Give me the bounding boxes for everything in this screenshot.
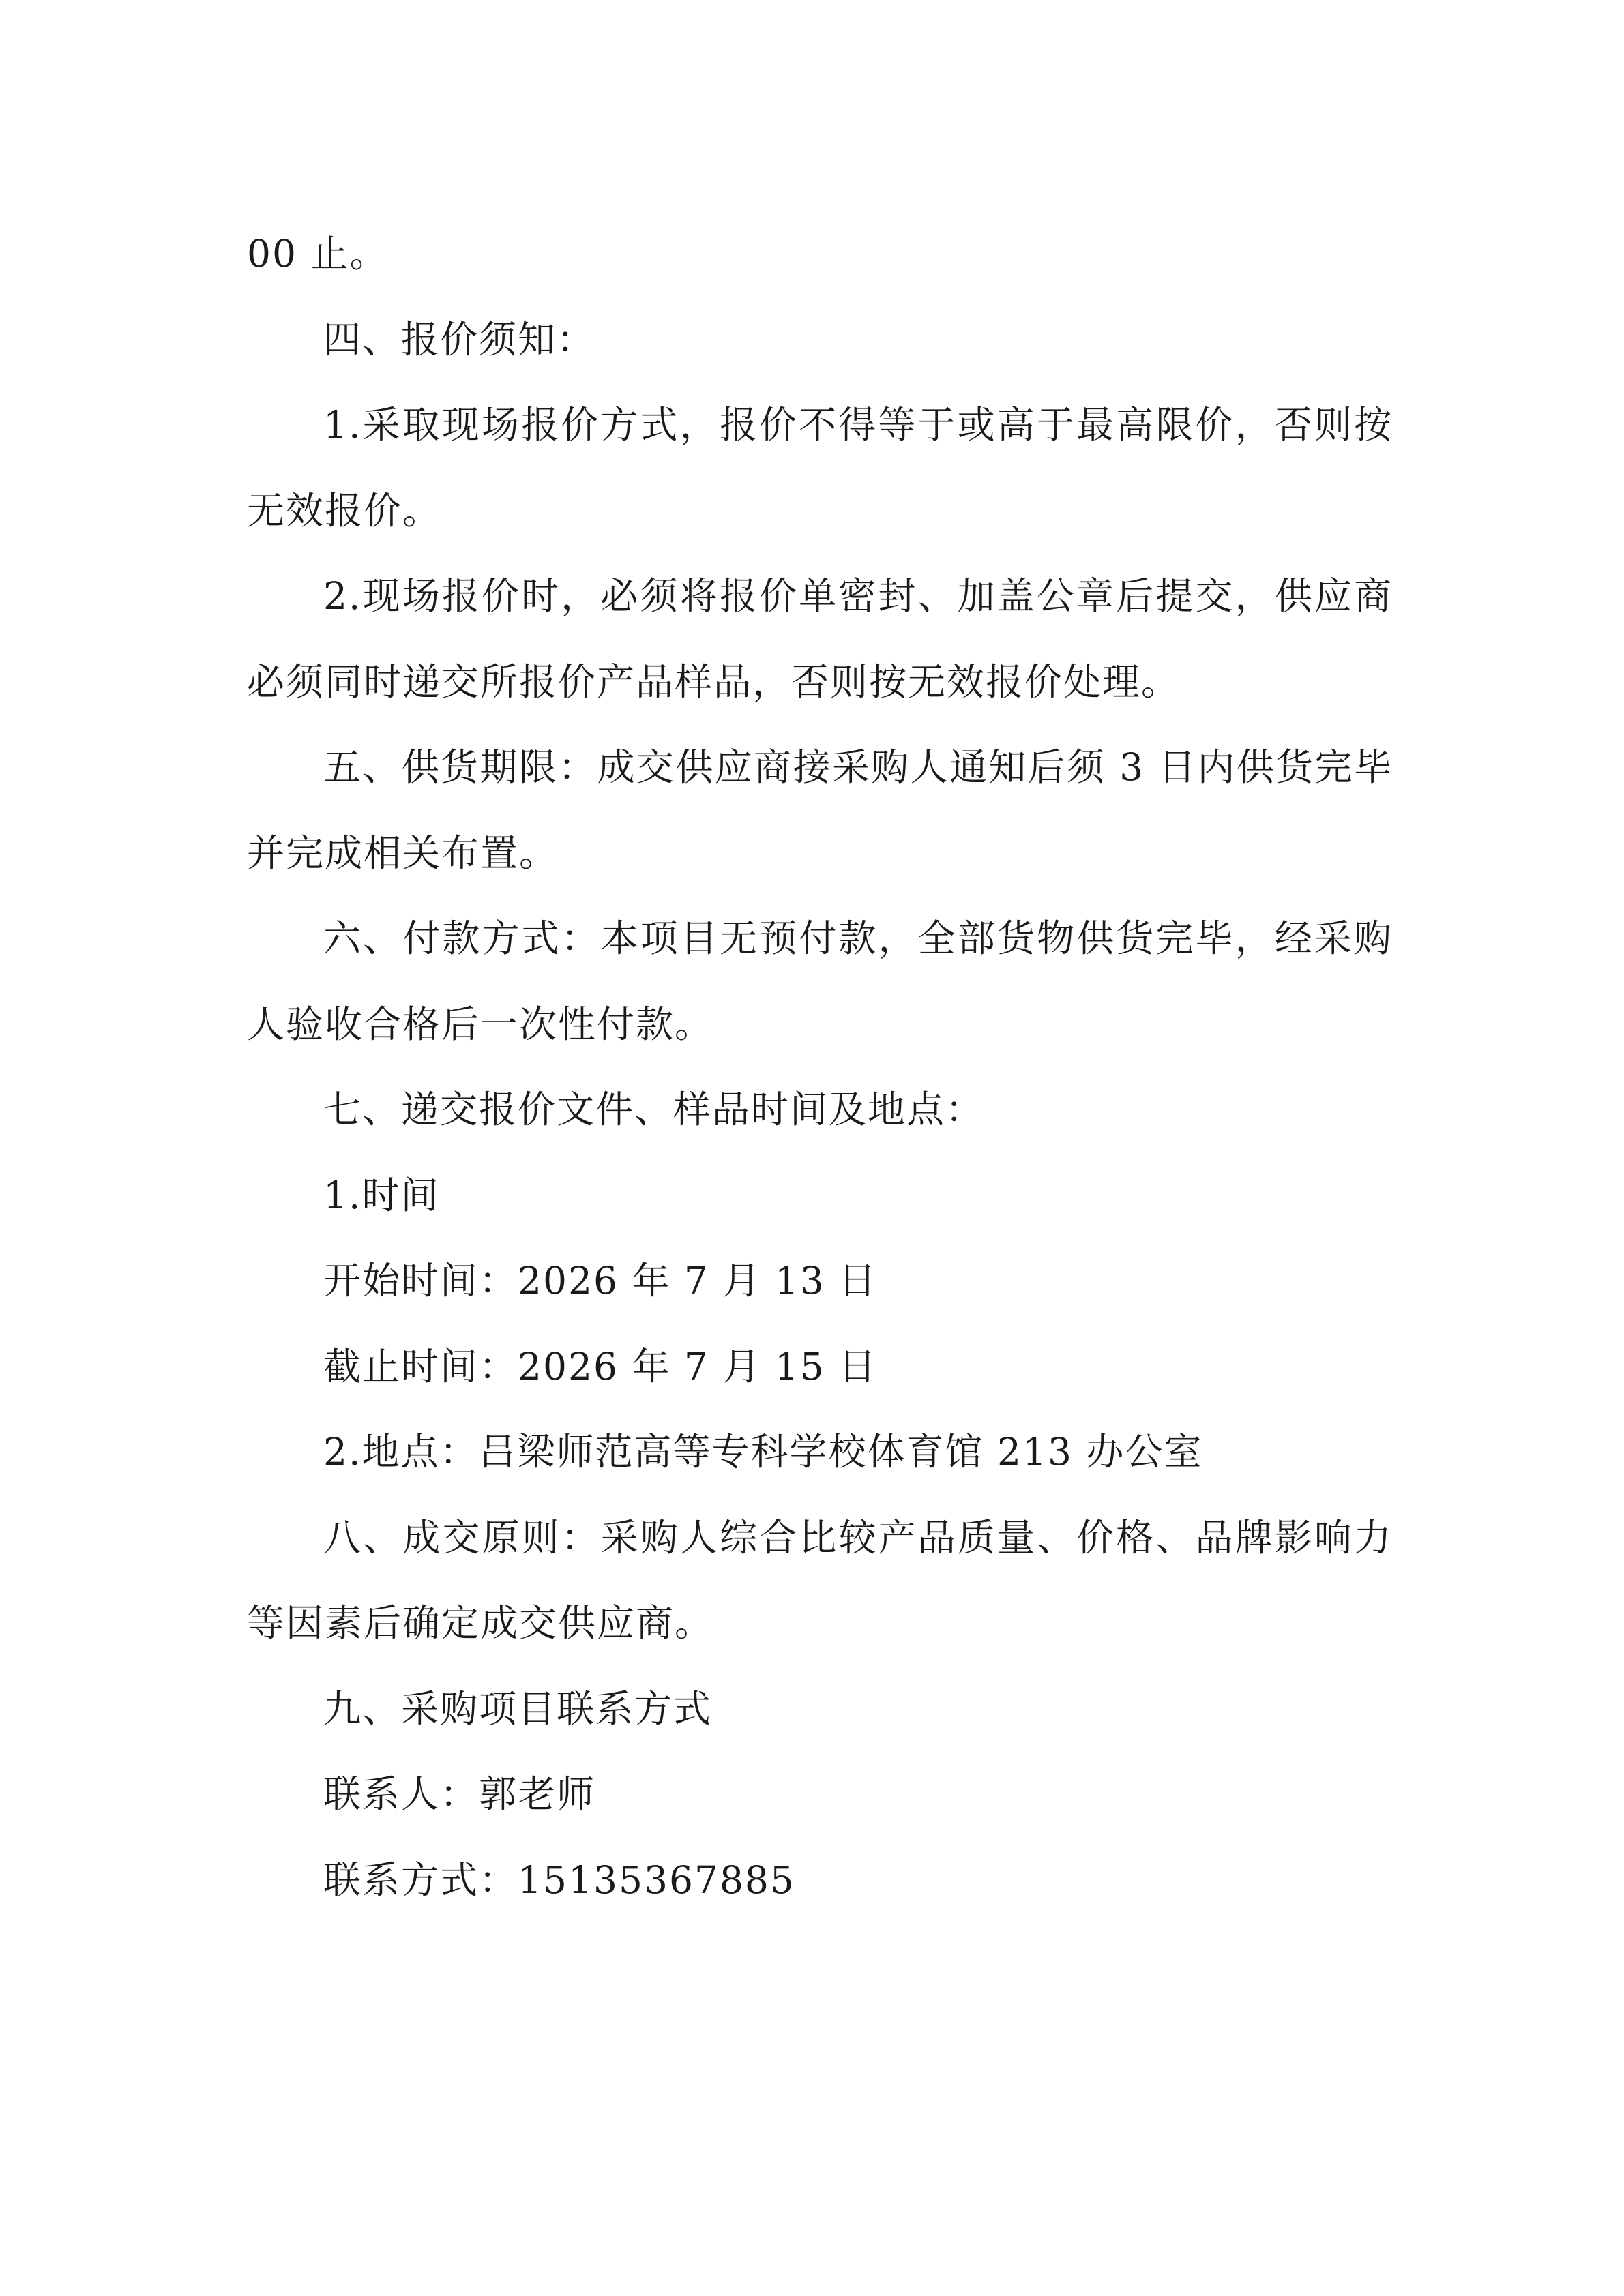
paragraph-contact-person: 联系人：郭老师 [323,1772,596,1816]
paragraph-location: 2.地点：吕梁师范高等专科学校体育馆 213 办公室 [323,1430,1203,1474]
section-heading-quote-notice: 四、报价须知： [323,317,596,361]
paragraph-quote-rule-2: 2.现场报价时，必须将报价单密封、加盖公章后提交，供应商必须同时递交所报价产品样品，否则按无效报价处理。 [247,574,1393,704]
paragraph-quote-rule-1: 1.采取现场报价方式，报价不得等于或高于最高限价，否则按无效报价。 [247,403,1393,533]
paragraph-delivery-period: 五、供货期限：成交供应商接采购人通知后须 3 日内供货完毕并完成相关布置。 [247,745,1393,875]
paragraph-contact-phone: 联系方式：15135367885 [323,1858,795,1902]
paragraph-time-heading: 1.时间 [323,1173,440,1217]
paragraph-end-time: 截止时间：2026 年 7 月 15 日 [323,1344,878,1388]
document-body [247,211,1393,1923]
paragraph-award-principle: 八、成交原则：采购人综合比较产品质量、价格、品牌影响力等因素后确定成交供应商。 [247,1515,1393,1645]
section-heading-contact: 九、采购项目联系方式 [323,1686,713,1731]
paragraph-payment-method: 六、付款方式：本项目无预付款，全部货物供货完毕，经采购人验收合格后一次性付款。 [247,916,1393,1046]
section-heading-submission: 七、递交报价文件、样品时间及地点： [323,1088,985,1131]
paragraph-continuation: 00 止。 [247,232,389,275]
paragraph-start-time: 开始时间：2026 年 7 月 13 日 [323,1259,878,1302]
